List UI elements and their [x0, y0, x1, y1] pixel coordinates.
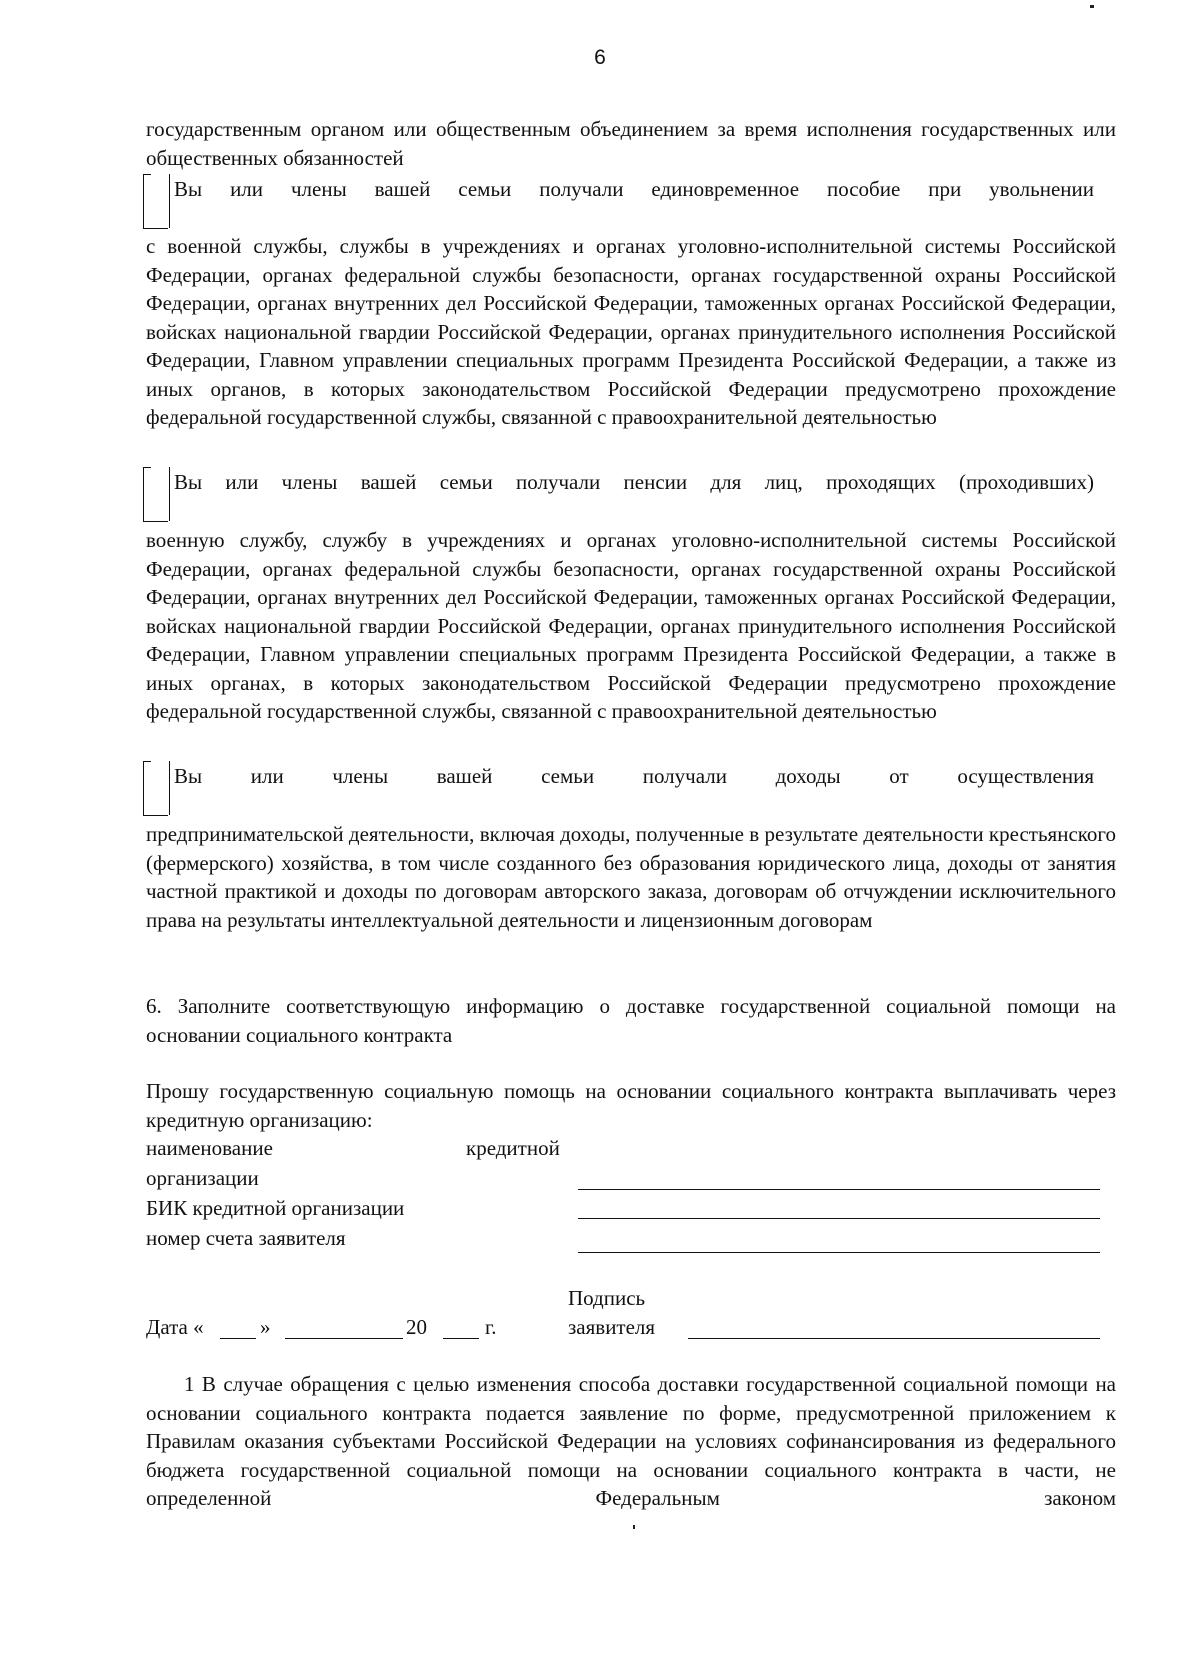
checkbox-pension[interactable] — [143, 467, 168, 522]
date-month-field[interactable] — [285, 1338, 403, 1339]
checkbox-1-text: с военной службы, службы в учреждениях и органах уголовно-исполнительной системы Российской Федерации, органах федеральной службы безопасности, органах государственной охраны Российской Федерации, органах внутренних дел Российской Федерации, таможенных органах Российской Федерации, войсках национальной гвардии Российской Федерации, органах принудительного исполнения Российской Федерации, Главном управлении специальных программ Президента Российской Федерации, а также из иных органов, в которых законодательством Российской Федерации предусмотрено прохождение федеральной государственной службы, связанной с правоохранительной деятельностью — [146, 234, 1116, 429]
checkbox-business-income[interactable] — [143, 761, 168, 816]
footnote: 1 В случае обращения с целью изменения способа доставки государственной социальной помощи на основании социального контракта подается заявление по форме, предусмотренной приложением к Правилам оказания субъектами Российской Федерации на условиях софинансирования из федерального бюджета государственной социальной помощи на основании социального контракта в части, не определенной Федеральным законом — [146, 1372, 1116, 1510]
scan-mark — [1090, 5, 1094, 8]
bank-name-label-2: кредитной — [466, 1136, 560, 1160]
checkbox-2-label: Вы или члены вашей семьи получали пенсии для лиц, проходящих (проходивших) — [174, 470, 1094, 494]
checkbox-3-label: Вы или члены вашей семьи получали доходы от осуществления — [174, 764, 1094, 788]
date-day-field[interactable] — [220, 1338, 256, 1339]
scan-mark-bottom — [633, 1525, 635, 1529]
page-number: 6 — [594, 46, 606, 69]
bank-name-label-3: организации — [146, 1166, 259, 1190]
checkbox-3-text: предпринимательской деятельности, включая доходы, полученные в результате деятельности крестьянского (фермерского) хозяйства, в том числе созданного без образования юридического лица, доходы от занятия частной практикой и доходы по договорам авторского заказа, договорам об отчуждении исключительного права на результаты интеллектуальной деятельности и лицензионным договорам — [146, 822, 1116, 932]
year-prefix: 20 — [406, 1315, 427, 1339]
signature-field[interactable] — [688, 1338, 1100, 1339]
account-field[interactable] — [578, 1252, 1100, 1253]
bik-label: БИК кредитной организации — [146, 1196, 405, 1220]
checkbox-2-text: военную службу, службу в учреждениях и органах уголовно-исполнительной системы Российской Федерации, органах федеральной службы безопасности, органах государственной охраны Российской Федерации, органах внутренних дел Российской Федерации, таможенных органах Российской Федерации, войсках национальной гвардии Российской Федерации, органах принудительного исполнения Российской Федерации, Главном управлении специальных программ Президента Российской Федерации, а также в иных органах, в которых законодательством Российской Федерации предусмотрено прохождение федеральной государственной службы, связанной с правоохранительной деятельностью — [146, 528, 1116, 723]
bank-name-label-1: наименование — [146, 1136, 273, 1160]
section-6-request: Прошу государственную социальную помощь на основании социального контракта выплачивать через кредитную организацию: — [146, 1079, 1116, 1132]
section-6-heading: 6. Заполните соответствующую информацию о доставке государственной социальной помощи на основании социального контракта — [146, 994, 1116, 1047]
signature-label-1: Подпись — [568, 1286, 646, 1310]
date-label: Дата « — [146, 1315, 204, 1339]
signature-label-2: заявителя — [568, 1315, 656, 1339]
paragraph-continuation: государственным органом или общественным объединением за время исполнения государственных или общественных обязанностей — [146, 117, 1116, 170]
checkbox-1-label: Вы или члены вашей семьи получали единовременное пособие при увольнении — [174, 177, 1094, 201]
checkbox-lump-sum-benefit[interactable] — [143, 174, 168, 229]
year-suffix: г. — [485, 1315, 497, 1339]
bank-name-field[interactable] — [578, 1189, 1100, 1190]
date-year-field[interactable] — [443, 1338, 479, 1339]
bik-field[interactable] — [578, 1218, 1100, 1219]
date-close-quote: » — [260, 1315, 271, 1339]
account-label: номер счета заявителя — [146, 1226, 346, 1250]
